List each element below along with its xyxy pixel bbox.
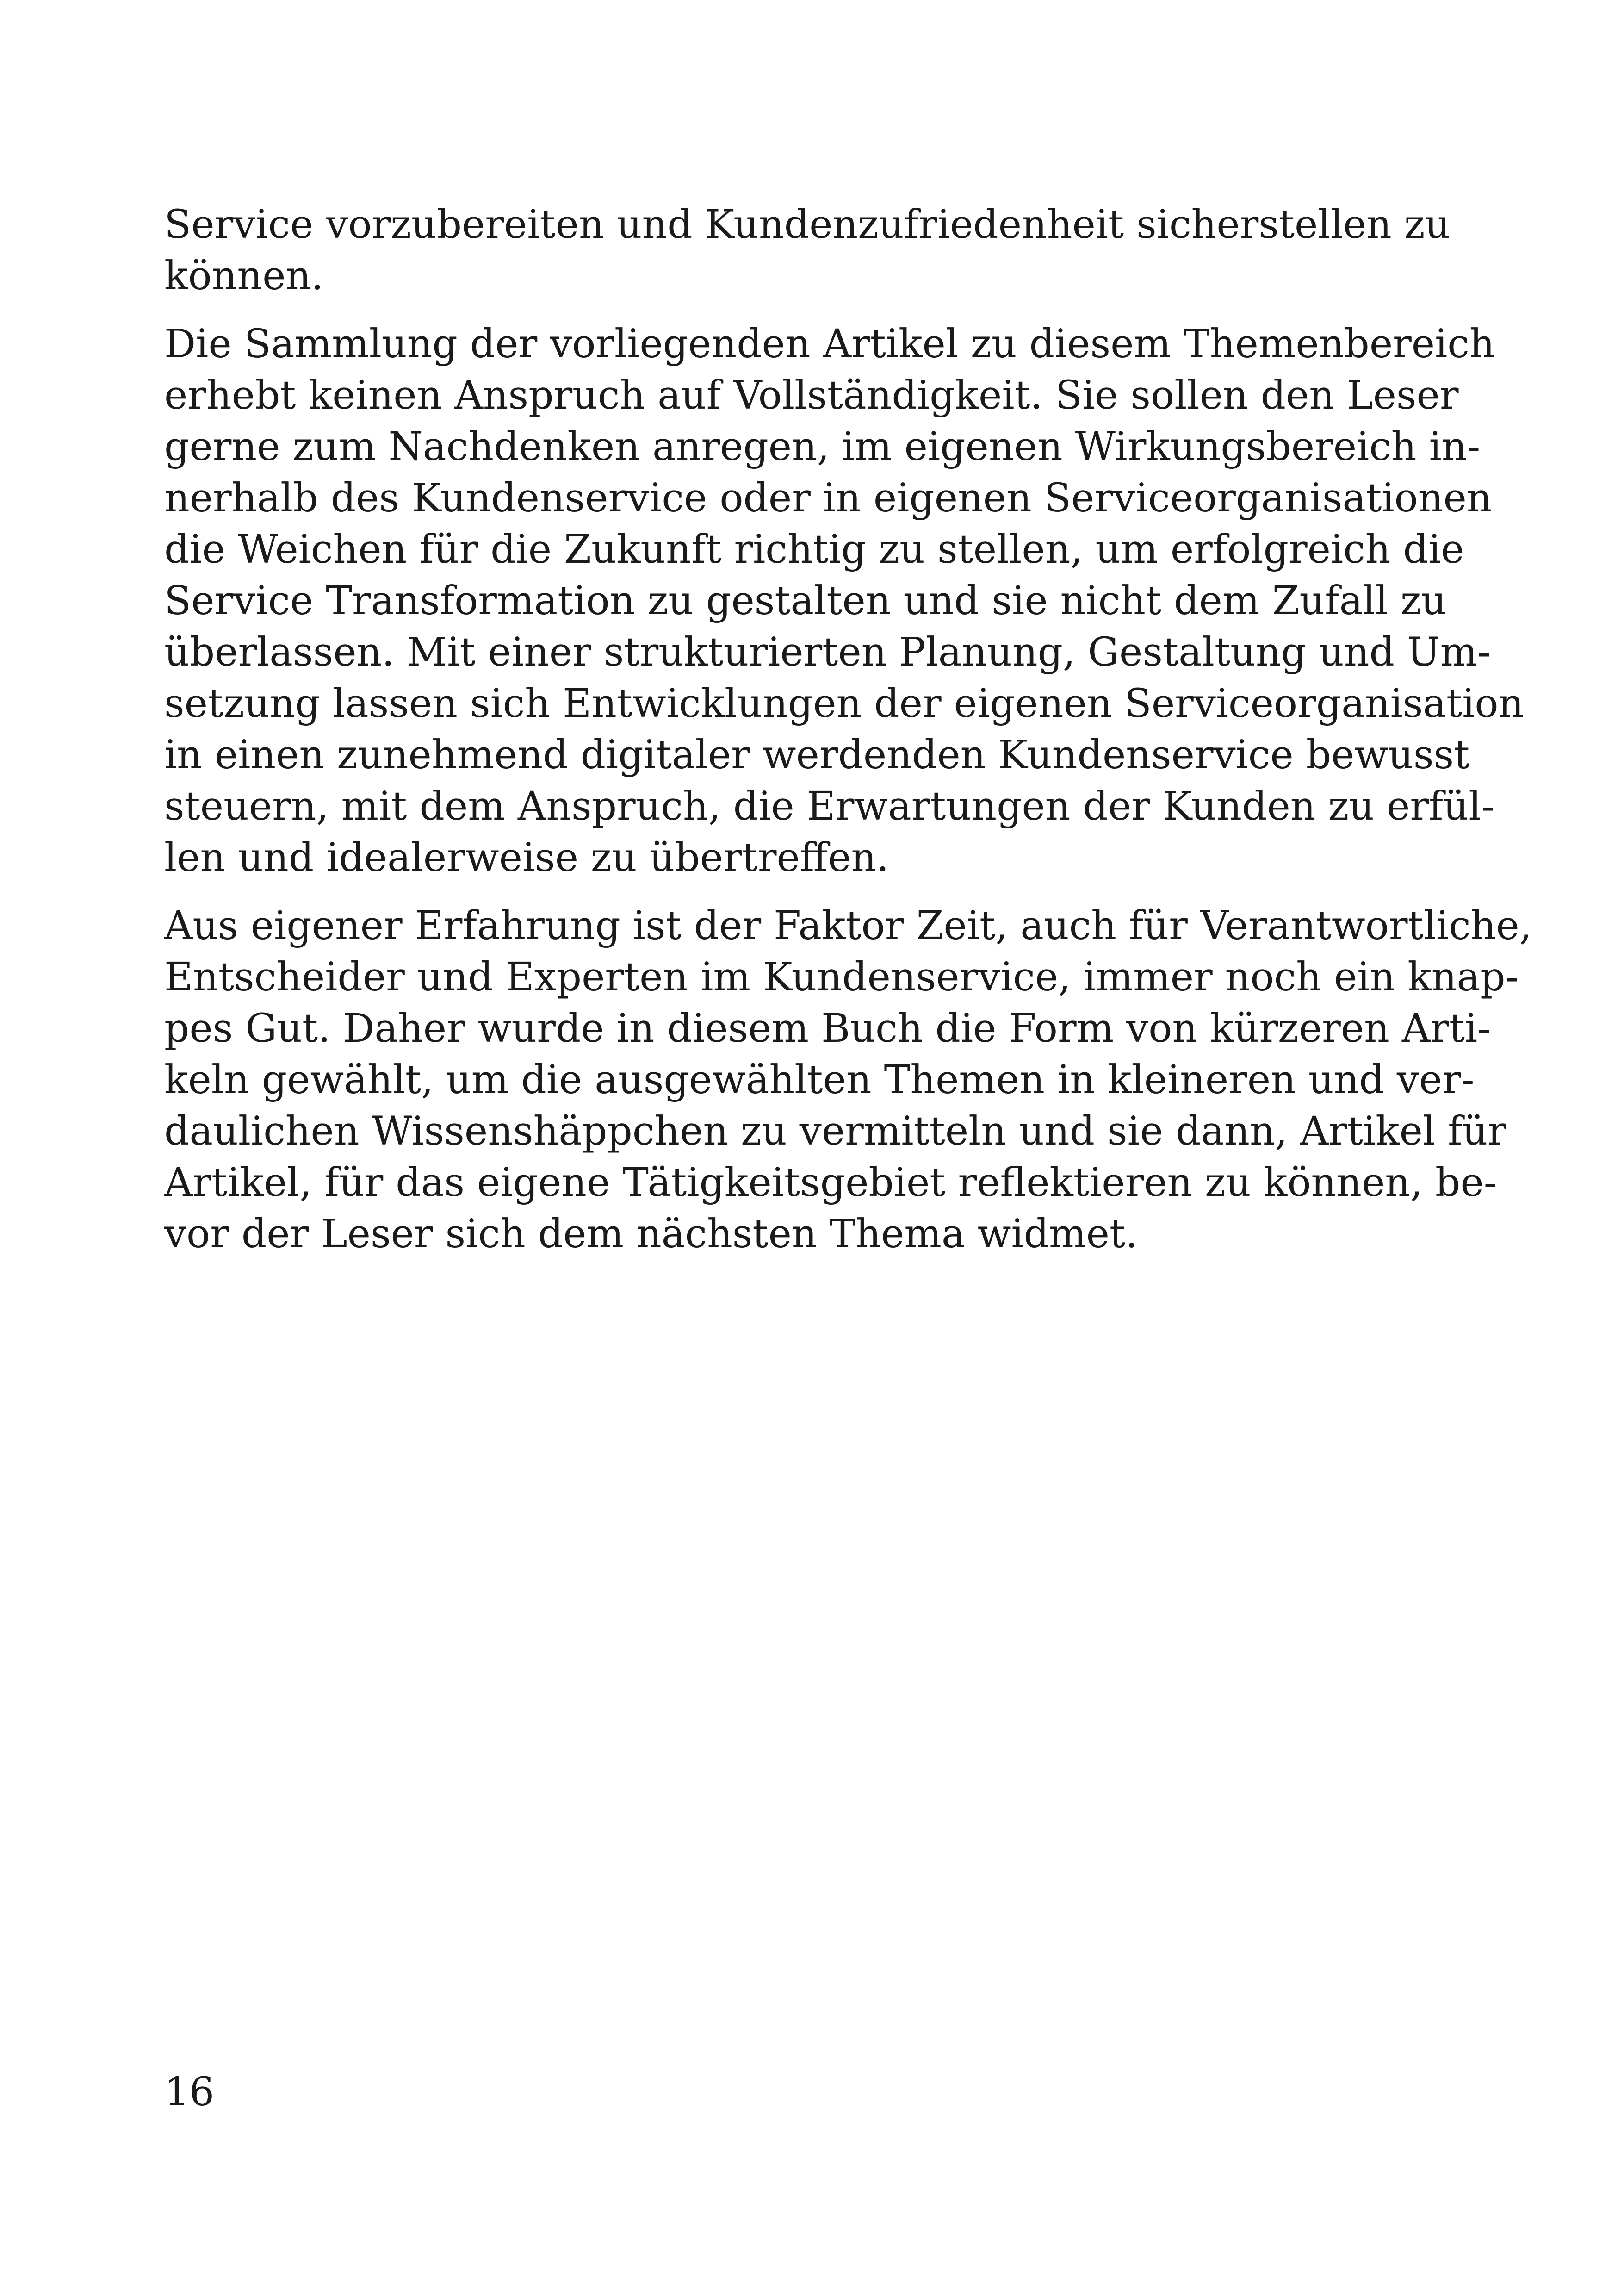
text-line: keln gewählt, um die ausgewählten Themen in kleineren und ver-: [164, 1057, 1475, 1103]
paragraph-3: [164, 900, 1532, 1260]
text-line: die Weichen für die Zukunft richtig zu stellen, um erfolgreich die: [164, 527, 1464, 572]
text-line: erhebt keinen Anspruch auf Vollständigkeit. Sie sollen den Leser: [164, 373, 1459, 418]
text-line: steuern, mit dem Anspruch, die Erwartungen der Kunden zu erfül-: [164, 784, 1495, 829]
text-line: Entscheider und Experten im Kundenservice, immer noch ein knap-: [164, 954, 1519, 1000]
text-line: Die Sammlung der vorliegenden Artikel zu diesem Themenbereich: [164, 321, 1495, 367]
text-line: gerne zum Nachdenken anregen, im eigenen Wirkungsbereich in-: [164, 424, 1481, 470]
text-line: Aus eigener Erfahrung ist der Faktor Zeit, auch für Verantwortliche,: [164, 903, 1532, 949]
text-line: Artikel, für das eigene Tätigkeitsgebiet reflektieren zu können, be-: [164, 1160, 1497, 1206]
body-text: [164, 199, 1532, 1260]
text-line: setzung lassen sich Entwicklungen der eigenen Serviceorganisation: [164, 681, 1524, 727]
text-line: nerhalb des Kundenservice oder in eigenen Serviceorganisationen: [164, 475, 1492, 521]
text-line: Service Transformation zu gestalten und sie nicht dem Zufall zu: [164, 578, 1447, 624]
paragraph-1: [164, 199, 1451, 302]
text-line: Service vorzubereiten und Kundenzufriedenheit sicherstellen zu: [164, 202, 1451, 248]
text-line: daulichen Wissenshäppchen zu vermitteln und sie dann, Artikel für: [164, 1108, 1506, 1154]
text-line: können.: [164, 253, 324, 299]
paragraph-2: [164, 318, 1524, 884]
text-line: len und idealerweise zu übertreffen.: [164, 835, 889, 881]
paragraph-gap: [164, 884, 1439, 900]
paragraph-gap: [164, 302, 1439, 318]
text-line: pes Gut. Daher wurde in diesem Buch die Form von kürzeren Arti-: [164, 1006, 1491, 1052]
page-number: 16: [164, 2069, 215, 2115]
text-line: in einen zunehmend digitaler werdenden Kundenservice bewusst: [164, 732, 1470, 778]
text-line: überlassen. Mit einer strukturierten Planung, Gestaltung und Um-: [164, 629, 1491, 675]
text-line: vor der Leser sich dem nächsten Thema widmet.: [164, 1211, 1138, 1257]
